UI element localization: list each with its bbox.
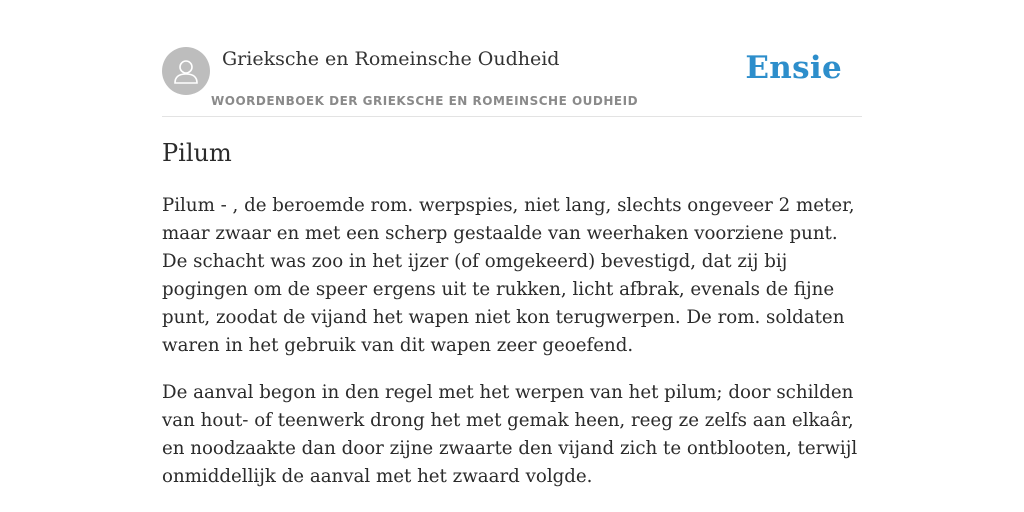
source-title[interactable]: Grieksche en Romeinsche Oudheid [222,48,560,70]
entry-header [162,44,862,117]
entry-paragraph: Pilum - , de beroemde rom. werpspies, niet lang, slechts ongeveer 2 meter, maar zwaar en met een scherp gestaalde van weerhaken voorziene punt. De schacht was zoo in het ijzer (of omgekeerd) bevestigd, dat zij bij pogingen om de speer ergens uit te rukken, licht afbrak, evenals de fijne punt, zoodat de vijand het wapen niet kon terugwerpen. De rom. soldaten waren in het gebruik van dit wapen zeer geoefend. [162,195,855,356]
source-avatar[interactable] [162,47,210,95]
brand-logo[interactable]: Ensie [745,50,842,86]
user-icon [171,56,201,86]
source-subtitle[interactable]: WOORDENBOEK DER GRIEKSCHE EN ROMEINSCHE OUDHEID [211,94,639,108]
entry-title: Pilum [162,139,232,167]
entry-paragraph: De aanval begon in den regel met het werpen van het pilum; door schilden van hout- of teenwerk drong het met gemak heen, reeg ze zelfs aan elkaâr, en noodzaakte dan door zijne zwaarte den vijand zich te ontblooten, terwijl onmiddellijk de aanval met het zwaard volgde. [162,382,858,487]
entry-body [162,192,862,510]
